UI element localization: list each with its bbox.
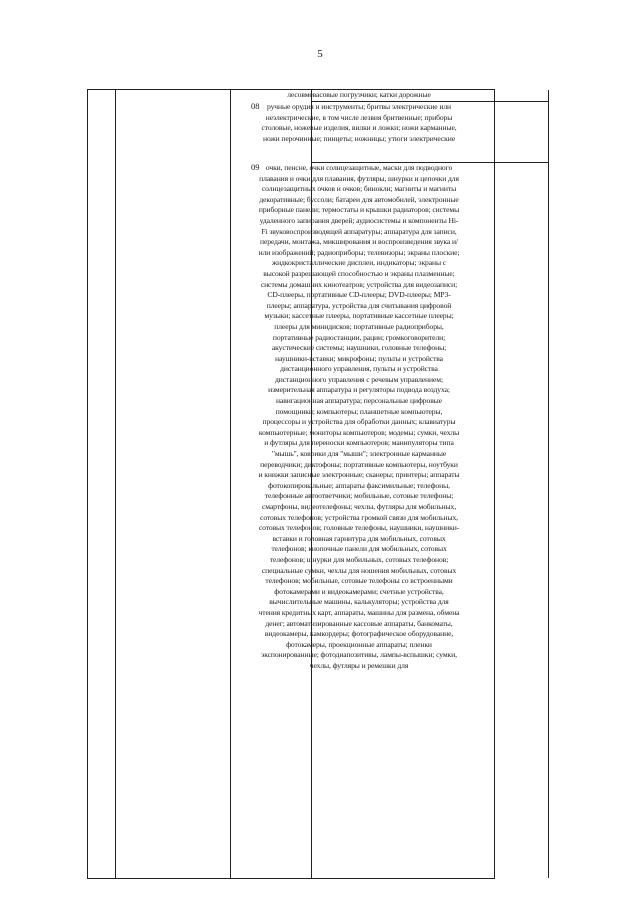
goods-description: ручные орудия и инструменты; бритвы электрические или неэлектрические, в том числе лезвия бритвенные; приборы столовые, ножевые изделия, вилки и ложки; ножи карманные, ножи перочинные; пинцеты; ножницы; утюги электрические: [261, 102, 457, 143]
goods-description: очки, пенсне, очки солнцезащитные, маски для подводного плавания и очки для плавания, футляры, шнурки и цепочки для солнцезащитных очков и очков; бинокли; магниты и магниты декоративные; буссоли; батареи для автомобилей, электронные приборные панели; термостаты и крышки радиаторов; системы удаленного запирания дверей; аудиосистемы и компоненты Hi-Fi звуковоспроизводящей аппаратуры; аппаратура для записи, передачи, монтажа, микширования и воспроизведения звука и/или изображений; радиоприборы; телевизоры; экраны плоские; жидкокристаллические дисплеи, индикаторы; экраны с высокой разрешающей способностью и экраны плазменные; системы домашних кинотеатров; устройства для видеозаписи; CD-плееры, портативные CD-плееры; DVD-плееры; MP3-плееры; аппаратура, устройства для считывания цифровой музыки; кассетные плееры, портативные кассетные плееры; плееры для минидисков; портативные радиоприборы, портативные радиостанции, рации; громкоговорители; акустические системы; наушники, головные телефоны; наушники-вставки; микрофоны; пульты и устройства дистанционного управления, пульты и устройства дистанционного управления с речевым управлением; измерительная аппаратура и регуляторы подвода воздуха; навигационная аппаратура; персональные цифровые помощники; компьютеры; планшетные компьютеры, процессоры и устройства для обработки данных; клавиатуры компьютерные; мониторы компьютеров; модемы; сумки, чехлы и футляры для переноски компьютеров; манипуляторы типа "мышь", коврики для "мыши"; электронные карманные переводчики; диктофоны; портативные компьютеры, ноутбуки и книжки записные электронные; сканеры; принтеры; аппараты фотокопировальные; аппараты факсимильные; телефоны, телефонные автоответчики; мобильные, сотовые телефоны; смартфоны, видеотелефоны; чехлы, футляры для мобильных, сотовых телефонов; устройства громкой связи для мобильных, сотовых телефонов; головные телефоны, наушники, наушники-вставки и головная гарнитура для мобильных, сотовых телефонов; кнопочные панели для мобильных, сотовых телефонов; шнурки для мобильных, сотовых телефонов; специальные сумки, чехлы для ношения мобильных, сотовых телефонов; мобильные, сотовые телефоны со встроенными фотокамерами и видеокамерами; счетные устройства, вычислительные машины, калькуляторы; устройства для чтения кредитных карт, аппараты, машины для размена, обмена денег; автоматизированные кассовые аппараты, банкоматы, видеокамеры, камкордеры; фотографическое оборудование, фотокамеры, проекционные аппараты; пленки экспонированные; фотодиапозитивы, лампы-вспышки; сумки, чехлы, футляры и ремешки для: [258, 163, 460, 670]
class-code: 09: [251, 162, 260, 172]
goods-description: лесовмевасовые погрузчики; катки дорожные: [287, 90, 431, 99]
table-column-border: [548, 90, 549, 878]
class-code: 08: [251, 101, 260, 111]
page-number: 5: [317, 48, 323, 60]
table-column-border: [87, 90, 88, 878]
table-column-border: [115, 90, 116, 878]
table-column-border: [230, 90, 231, 878]
table-column-border: [494, 90, 495, 878]
